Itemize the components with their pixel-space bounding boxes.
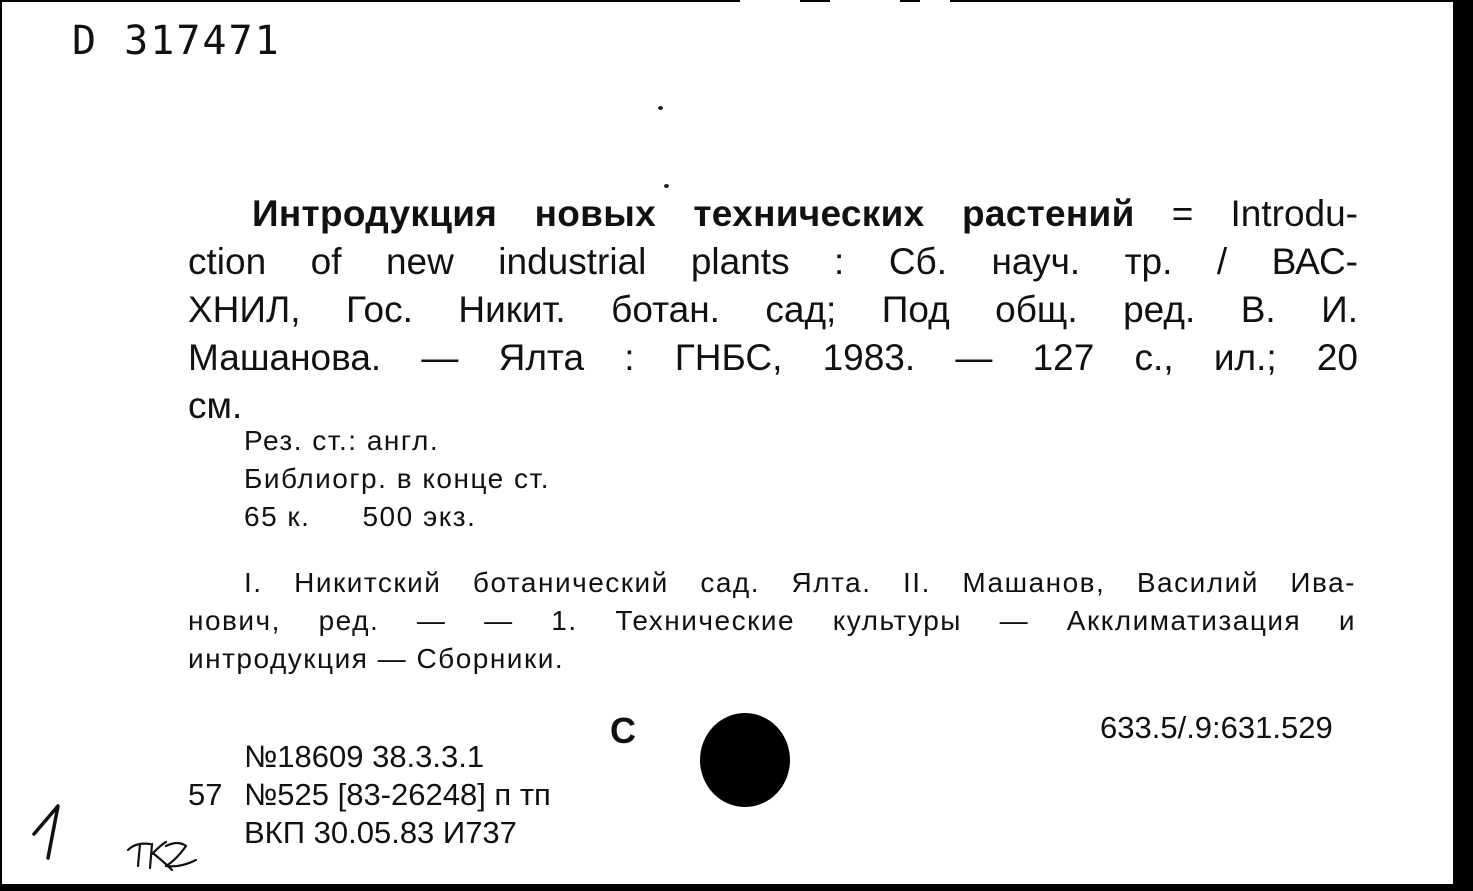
entry-line-5: см. bbox=[188, 385, 243, 426]
entry-line-1 bbox=[188, 190, 1358, 238]
entry-line-2: ction of new industrial plants : Сб. науч. тр. / ВАС- bbox=[188, 241, 1358, 282]
price-copies-note bbox=[244, 498, 550, 536]
imprint-order: №525 [83-26248] п тп bbox=[244, 777, 551, 812]
imprint-line-1: №18609 38.3.3.1 bbox=[244, 739, 485, 774]
scan-border-top bbox=[0, 0, 1473, 4]
notes bbox=[244, 422, 550, 536]
title: Интродукция новых технических растений bbox=[252, 193, 1135, 234]
main-entry bbox=[188, 190, 1358, 430]
tracing-line-2: нович, ред. — — 1. Технические культуры — Акклиматизация и bbox=[188, 605, 1356, 636]
imprint-prefix: 57 bbox=[188, 777, 223, 812]
handwritten-number bbox=[28, 800, 74, 862]
udc-code: 633.5/.9:631.529 bbox=[1100, 710, 1333, 745]
classification-mark: С bbox=[610, 710, 636, 751]
call-number: D 317471 bbox=[72, 18, 281, 64]
catalog-card bbox=[2, 2, 1453, 884]
entry-line-3: ХНИЛ, Гос. Никит. ботан. сад; Под общ. ред. В. И. bbox=[188, 289, 1358, 330]
summary-note: Рез. ст.: англ. bbox=[244, 425, 440, 456]
ink-speck bbox=[658, 106, 663, 110]
entry-line-4: Машанова. — Ялта : ГНБС, 1983. — 127 с., ил.; 20 bbox=[188, 337, 1358, 378]
ink-speck bbox=[664, 184, 669, 188]
price: 65 к. bbox=[244, 501, 311, 532]
bibliography-note: Библиогр. в конце ст. bbox=[244, 463, 551, 494]
scan-border-right bbox=[1453, 0, 1473, 891]
punched-dot bbox=[700, 713, 790, 807]
parallel-title-start: = Introdu- bbox=[1134, 193, 1358, 234]
tracings bbox=[188, 564, 1356, 678]
imprint-line-3: ВКП 30.05.83 И737 bbox=[244, 815, 517, 850]
imprint-line-2 bbox=[188, 776, 551, 814]
copies: 500 экз. bbox=[362, 501, 477, 532]
tracing-line-1: I. Никитский ботанический сад. Ялта. II. Машанов, Василий Ива- bbox=[244, 567, 1356, 598]
handwritten-initials bbox=[126, 836, 200, 876]
tracing-line-3: интродукция — Сборники. bbox=[188, 643, 565, 674]
imprint bbox=[188, 738, 551, 852]
